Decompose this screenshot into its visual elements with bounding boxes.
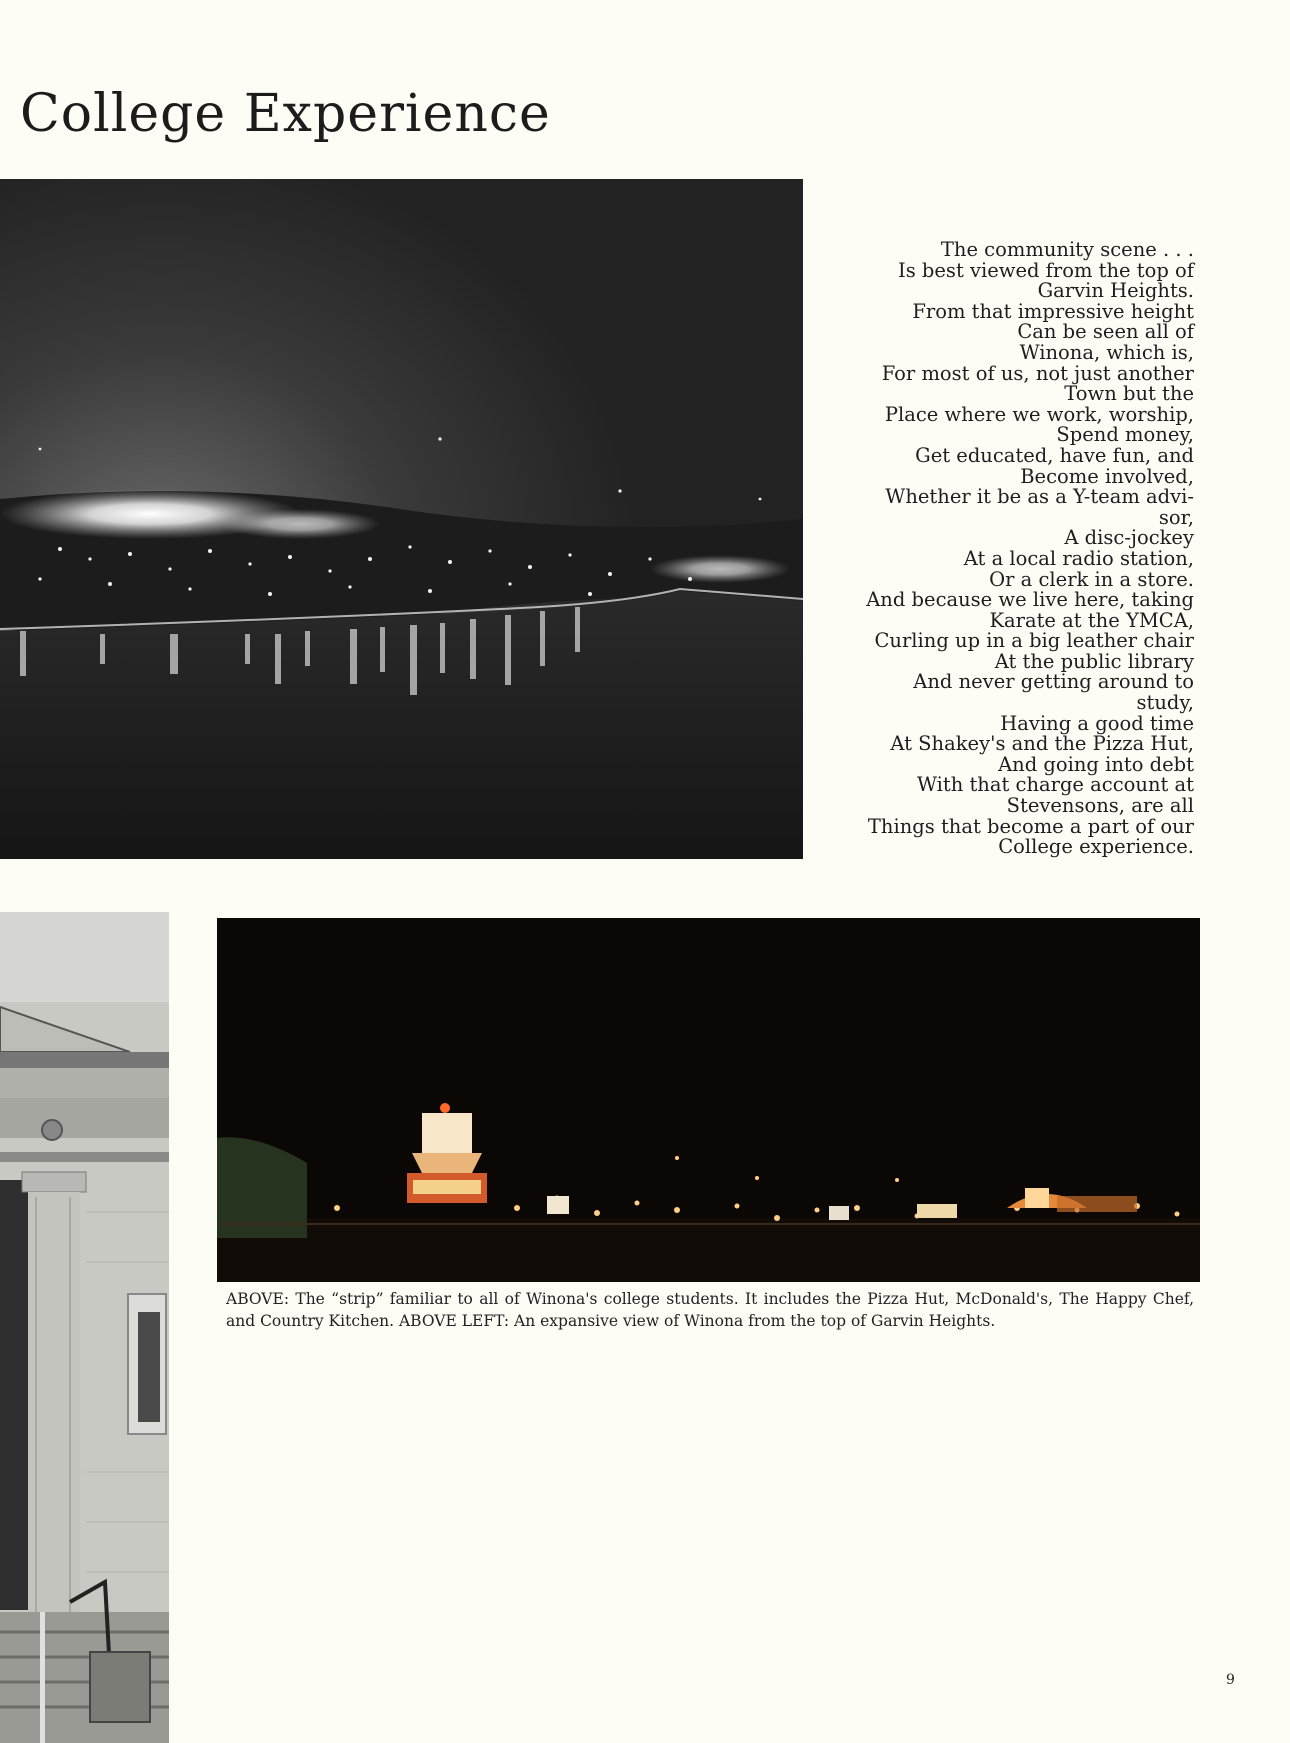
poem-line: The community scene . . . [940,238,1194,261]
page-title: College Experience [20,84,551,144]
poem-line: Town but the [1064,382,1194,406]
page-number: 9 [1226,1672,1235,1688]
garvin-heights-night-photo [0,179,803,859]
poem-line: A disc-jockey [1064,526,1194,550]
poem-line: At a local radio station, [963,546,1194,570]
poem-line: And never getting around to [913,670,1194,694]
poem-line: Place where we work, worship, [884,402,1194,426]
poem-line: Things that become a part of our [867,814,1194,838]
poem-line: And going into debt [998,752,1194,776]
poem-line: For most of us, not just another [881,361,1194,385]
photo-caption: ABOVE: The “strip” familiar to all of Winona's college students. It includes the Pizza Hut, McDonald's, The Happy Chef, and Country Kitchen. ABOVE LEFT: An expansive view of Winona from the top of Garvin Heights. [226,1290,1194,1330]
poem-line: At Shakey's and the Pizza Hut, [890,732,1194,756]
poem-line: Spend money, [1056,423,1194,447]
poem-line: Curling up in a big leather chair [874,629,1194,653]
poem-line: Is best viewed from the top of [898,258,1194,282]
poem-text [834,240,1194,858]
library-building-photo [0,912,169,1743]
poem-line: Get educated, have fun, and [915,443,1194,467]
poem-line: Become involved, [1020,464,1194,488]
poem-line: Whether it be as a Y-team advi- [885,485,1194,509]
poem-line: Having a good time [1000,711,1194,735]
poem-line: With that charge account at [916,773,1194,797]
poem-line: At the public library [994,649,1194,673]
poem-line: sor, [1158,505,1194,529]
poem-line: From that impressive height [912,299,1194,323]
poem-line: And because we live here, taking [866,588,1194,612]
poem-line: Garvin Heights. [1037,279,1194,303]
poem-line: Winona, which is, [1019,340,1194,364]
poem-line: Or a clerk in a store. [989,567,1194,591]
poem-line: Can be seen all of [1017,320,1194,344]
strip-night-photo [217,918,1200,1282]
poem-line: Karate at the YMCA, [989,608,1194,632]
poem-line: College experience. [998,835,1194,859]
poem-line: Stevensons, are all [1006,794,1194,818]
poem-line: study, [1136,691,1194,715]
